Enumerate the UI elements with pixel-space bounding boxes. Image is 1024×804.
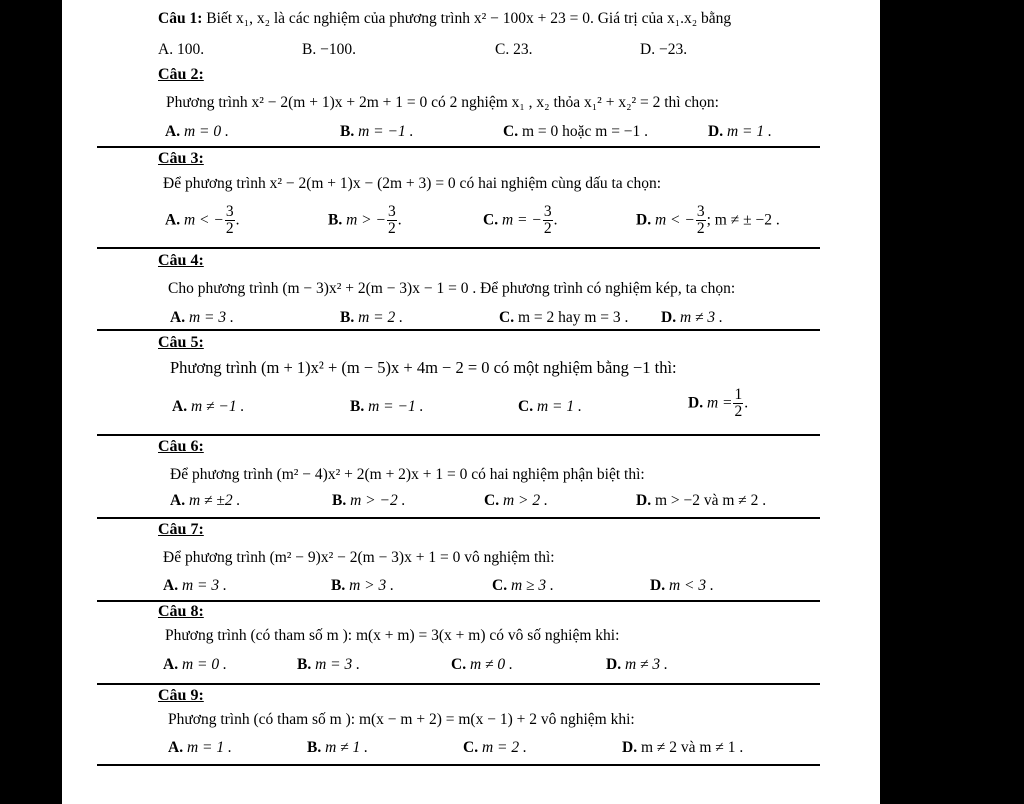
option-d: D. m ≠ 3 . [606,656,668,673]
option-c: C. m = 2 hay m = 3 . [499,309,629,326]
option-c: C. m = 1 . [518,398,582,415]
option-c: C. m ≠ 0 . [451,656,513,673]
question-9-title: Câu 9: [158,687,204,704]
option-d: D. m < 3 . [650,577,714,594]
option-a: A. m = 1 . [168,739,232,756]
question-9-stem: Phương trình (có tham số m ): m(x − m + 2) = m(x − 1) + 2 vô nghiệm khi: [168,711,635,728]
divider [97,146,820,148]
question-7-title: Câu 7: [158,521,204,538]
option-a: A. m < − $\frac{3}{2}$ . [165,203,240,238]
question-3-stem: Để phương trình x² − 2(m + 1)x − (2m + 3) = 0 có hai nghiệm cùng dấu ta chọn: [163,175,661,192]
option-c: C. m = − $\frac{3}{2}$ . [483,203,558,238]
option-a: A. m = 0 . [163,656,227,673]
question-3-title: Câu 3: [158,150,204,167]
option-d: D. m ≠ 3 . [661,309,723,326]
option-a: A. m = 3 . [163,577,227,594]
question-stem: Biết x₁, x₂ là các nghiệm của phương trình x² − 100x + 23 = 0. Giá trị của x₁.x₂ bằng [206,10,732,27]
question-5-title: Câu 5: [158,334,204,351]
option-b: B. m = −1 . [340,123,414,140]
divider [97,329,820,331]
option-d: D. m ≠ 2 và m ≠ 1 . [622,739,744,756]
option-b: B. m > − $\frac{3}{2}$ . [328,203,402,238]
option-c: C. m = 2 . [463,739,527,756]
option-d: D. m > −2 và m ≠ 2 . [636,492,767,509]
option-a: A. 100. [158,41,205,58]
option-a: A. m ≠ ±2 . [170,492,241,509]
divider [97,247,820,249]
question-8-title: Câu 8: [158,603,204,620]
divider [97,764,820,766]
question-8-stem: Phương trình (có tham số m ): m(x + m) = 3(x + m) có vô số nghiệm khi: [165,627,620,644]
question-7-stem: Để phương trình (m² − 9)x² − 2(m − 3)x + 1 = 0 vô nghiệm thì: [163,549,555,566]
option-a: A. m = 3 . [170,309,234,326]
question-1 [158,11,731,27]
option-b: B. m = 2 . [340,309,403,326]
option-d: D. m = 1 . [708,123,772,140]
question-4-title: Câu 4: [158,252,204,269]
question-4-stem: Cho phương trình (m − 3)x² + 2(m − 3)x − 1 = 0 . Để phương trình có nghiệm kép, ta chọn: [168,280,736,297]
option-d: D. m = $\frac{1}{2}$ . [688,386,749,421]
divider [97,683,820,685]
question-2-title: Câu 2: [158,66,204,83]
divider [97,600,820,602]
option-a: A. m = 0 . [165,123,229,140]
option-c: C. m ≥ 3 . [492,577,554,594]
question-2-stem: Phương trình x² − 2(m + 1)x + 2m + 1 = 0 có 2 nghiệm x₁ , x₂ thỏa x₁² + x₂² = 2 thì chọn: [166,94,719,111]
option-c: C. m = 0 hoặc m = −1 . [503,123,649,140]
option-b: B. m > 3 . [331,577,394,594]
option-b: B. m = −1 . [350,398,424,415]
option-d: D. m < − $\frac{3}{2}$ ; m ≠ ± −2 . [636,203,780,238]
option-d: D. −23. [640,41,688,58]
option-a: A. m ≠ −1 . [172,398,245,415]
option-b: B. m > −2 . [332,492,406,509]
divider [97,434,820,436]
option-b: B. −100. [302,41,356,58]
question-5-stem: Phương trình (m + 1)x² + (m − 5)x + 4m − 2 = 0 có một nghiệm bằng −1 thì: [170,358,677,377]
question-title: Câu 1: [158,10,203,27]
option-b: B. m = 3 . [297,656,360,673]
option-c: C. 23. [495,41,533,58]
divider [97,517,820,519]
option-b: B. m ≠ 1 . [307,739,369,756]
question-6-stem: Để phương trình (m² − 4)x² + 2(m + 2)x + 1 = 0 có hai nghiệm phận biệt thì: [170,466,645,483]
question-6-title: Câu 6: [158,438,204,455]
option-c: C. m > 2 . [484,492,548,509]
